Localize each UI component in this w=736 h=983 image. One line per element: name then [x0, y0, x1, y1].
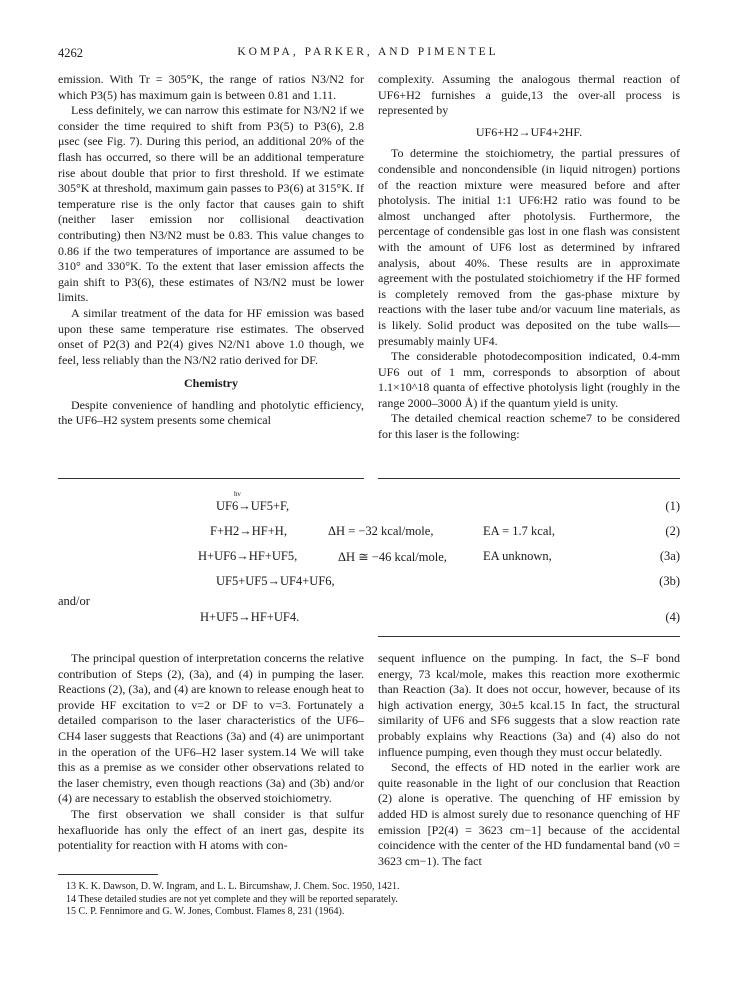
- paragraph: The considerable photodecomposition indicated, 0.4-mm UF6 out of 1 mm, corresponds to absorption of about 1.1×10^18 quanta of effective photolysis light (roughly in the range 2000–3000 Å) if the quantum yield is unity.: [378, 349, 680, 410]
- page-number: 4262: [58, 46, 83, 60]
- right-column-top: [378, 72, 680, 443]
- equation-3b: UF5+UF5→UF4+UF6,: [216, 574, 335, 588]
- equation-3a-activation: EA unknown,: [483, 549, 552, 563]
- left-column-bottom: [58, 651, 364, 854]
- equation-1: UF6→UF5+F,: [216, 499, 290, 513]
- footnotes: [66, 881, 676, 919]
- paragraph: Second, the effects of HD noted in the earlier work are quite reasonable in the light of our conclusion that Reaction (2) alone is operative. The quenching of HF emission by added HD is almost surely due to resonance quenching of HF emission [P2(4) = 3623 cm−1] because of the accidental coincidence with the center of the HD fundamental band (ν0 = 3623 cm−1). The fact: [378, 760, 680, 868]
- right-column-bottom: [378, 651, 680, 869]
- footnote-14: 14 These detailed studies are not yet complete and they will be reported separately.: [66, 893, 398, 905]
- top-rule: [58, 478, 364, 479]
- paragraph: A similar treatment of the data for HF emission was based upon these same temperature rise estimates. The observed onset of P2(3) and P2(4) gives N2/N1 above 1.0 though, we feel, less reliably than the N3/N2 ratio derived for DF.: [58, 305, 364, 367]
- paragraph: To determine the stoichiometry, the partial pressures of condensible and noncondensible (in liquid nitrogen) portions of the reaction mixture were measured before and after photolysis. The initial 1:1 UF6:H2 ratio was found to be almost unchanged after photolysis. Furthermore, the percentage of condensible gas lost in one flash was consistent with the amount of UF6 lost as determined by infrared analysis, about 40%. These results are in approximate agreement with the postulated stoichiometry if the HF formed is completely removed from the gas-phase mixture by reactions with the laser tube and/or vacuum line materials, as is likely. Solid product was deposited on the tube walls—presumably mainly UF4.: [378, 146, 680, 348]
- paragraph: The detailed chemical reaction scheme7 to be considered for this laser is the following:: [378, 411, 680, 442]
- left-column-top: [58, 72, 364, 429]
- equation-4: H+UF5→HF+UF4.: [200, 610, 300, 624]
- equation-number: (2): [665, 524, 680, 538]
- equation-2-enthalpy: ΔH = −32 kcal/mole,: [328, 524, 434, 538]
- equation-number: (3a): [659, 549, 680, 563]
- paragraph: Less definitely, we can narrow this estimate for N3/N2 if we consider the time required to shift from P3(5) to P3(6), 2.8 μsec (see Fig. 7). During this period, an additional 20% of the flash has occurred, so there will be an additional temperature rise about double that prior to first threshold. If we estimate 305°K at threshold, maximum gain passes to P3(6) at 315°K. If temperature rise is the only factor that causes gain to shift (neither laser emission nor collisional deactivation contributing) then N3/N2 must be 0.83. This value changes to 0.86 if the two temperatures of importance are assumed to be 310° and 330°K. To the extent that laser emission affects the gain shift to P3(6), these estimates of N3/N2 must be lower limits.: [58, 103, 364, 305]
- bottom-rule: [378, 636, 680, 637]
- paragraph: Despite convenience of handling and photolytic efficiency, the UF6–H2 system presents some chemical: [58, 397, 364, 428]
- paragraph: sequent influence on the pumping. In fact, the S–F bond energy, 73 kcal/mole, makes this reaction more exothermic than Reaction (3a). It does not occur, however, because of its high activation energy, 30±5 kcal.15 In fact, the structural similarity of UF6 and SF6 suggests that a slow reaction rate probably explains why Reactions (3a) and (4) also do not influence pumping, even though they must occur belatedly.: [378, 651, 680, 759]
- paragraph: The first observation we shall consider is that sulfur hexafluoride has only the effect of an inert gas, despite its potentiality for reaction with H atoms with con-: [58, 806, 364, 853]
- top-rule-right: [378, 478, 680, 479]
- paragraph: complexity. Assuming the analogous thermal reaction of UF6+H2 furnishes a guide,13 the over-all process is represented by: [378, 72, 680, 118]
- equation-3a-enthalpy: ΔH ≅ −46 kcal/mole,: [338, 550, 447, 564]
- footnote-13: 13 K. K. Dawson, D. W. Ingram, and L. L. Bircumshaw, J. Chem. Soc. 1950, 1421.: [66, 881, 400, 892]
- paragraph: The principal question of interpretation concerns the relative contribution of Steps (2), (3a), and (4) in pumping the laser. Reactions (2), (3a), and (4) are known to release enough heat to provide HF excitation to v=2 or DF to v=3. Fortunately a detailed comparison to the laser characteristics of the UF6–CH4 laser suggests that Reactions (3a) and (4) are unimportant in the operation of the UF6–H2 laser system.14 We will take this as a premise as we consider other observations related to the laser chemistry, even though reactions (3a) and (3b) and/or (4) are necessary to establish the observed stoichiometry.: [58, 651, 364, 806]
- footnote-15: 15 C. P. Fennimore and G. W. Jones, Combust. Flames 8, 231 (1964).: [66, 906, 345, 917]
- hv-label: hν: [234, 490, 241, 498]
- footnote-rule: [58, 874, 158, 875]
- section-heading: Chemistry: [184, 376, 238, 391]
- equation-number: (4): [665, 610, 680, 624]
- running-title: KOMPA, PARKER, AND PIMENTEL: [237, 46, 499, 58]
- equation-number: (1): [665, 499, 680, 513]
- equation-number: (3b): [659, 574, 680, 588]
- display-equation: UF6+H2→UF4+2HF.: [475, 124, 583, 139]
- and-or-label: and/or: [58, 594, 90, 608]
- equation-2: F+H2→HF+H,: [210, 524, 287, 538]
- equation-2-activation: EA = 1.7 kcal,: [483, 524, 555, 538]
- equation-3a: H+UF6→HF+UF5,: [198, 549, 298, 563]
- paragraph: emission. With Tr = 305°K, the range of ratios N3/N2 for which P3(5) has maximum gain is between 0.81 and 1.11.: [58, 72, 364, 102]
